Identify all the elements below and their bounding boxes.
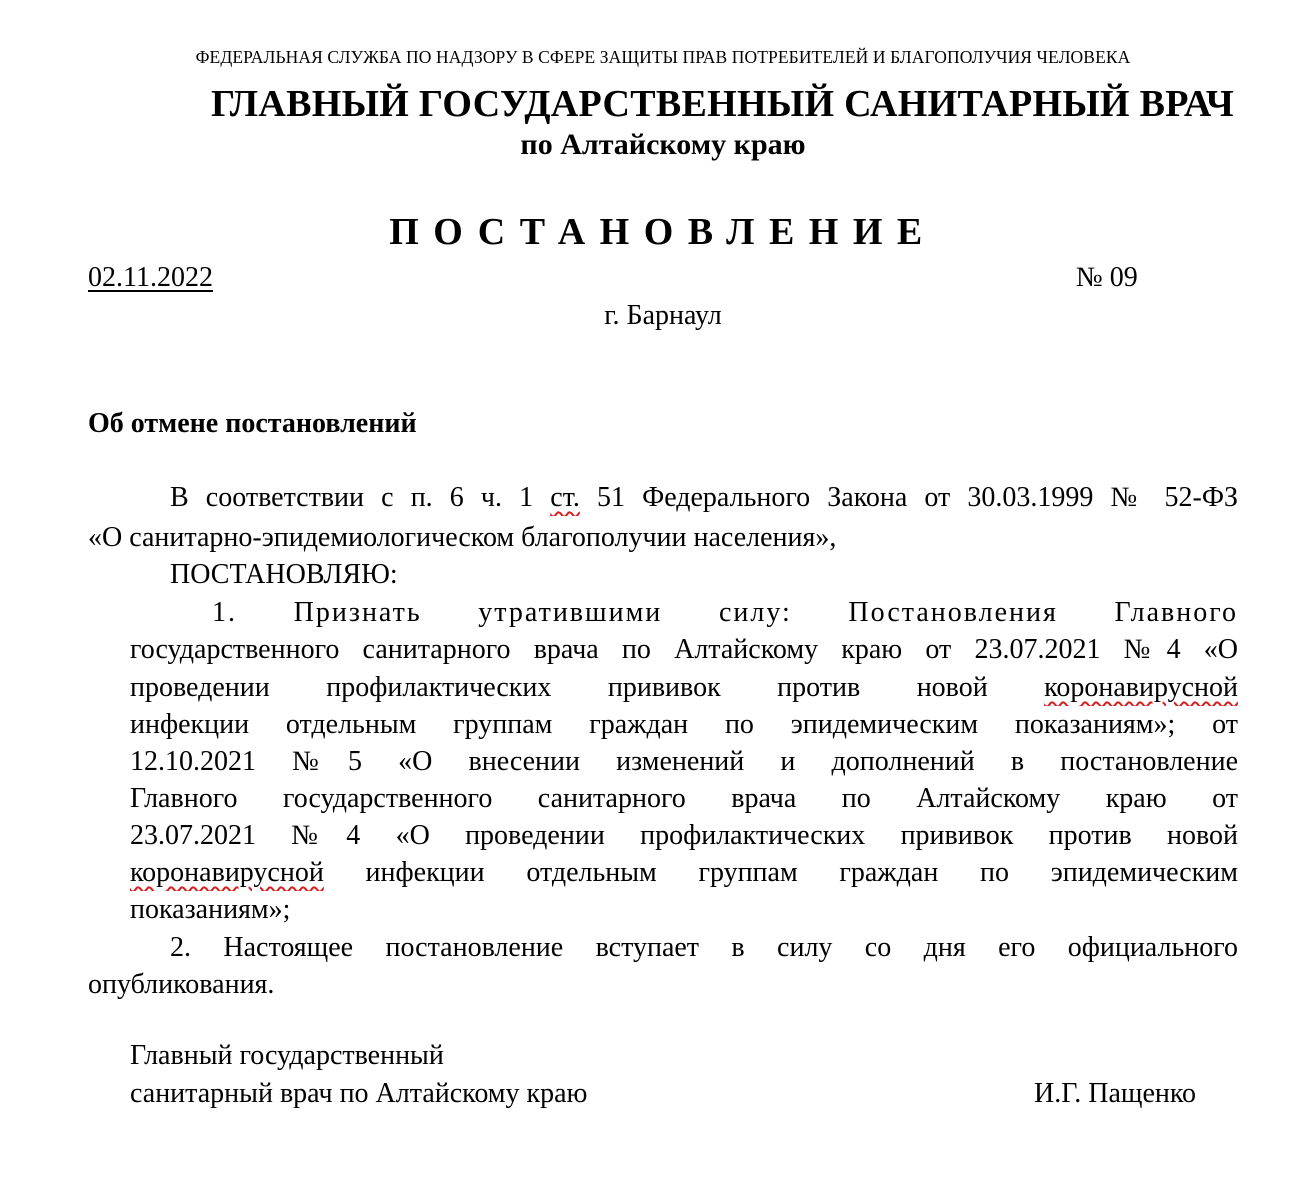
resolve-word: ПОСТАНОВЛЯЮ: — [170, 559, 398, 590]
spellcheck-word: коронавирусной — [1044, 672, 1238, 703]
item-1-line: показаниям»; — [130, 894, 291, 925]
officer-title: ГЛАВНЫЙ ГОСУДАРСТВЕННЫЙ САНИТАРНЫЙ ВРАЧ — [211, 83, 1235, 125]
signature-title: Главный государственный — [130, 1040, 444, 1071]
item-2-line: 2. Настоящее постановление вступает в силу со дня его официального — [170, 932, 1238, 963]
text-segment: В соответствии с п. 6 ч. 1 — [170, 482, 551, 513]
paragraph-line: «О санитарно-эпидемиологическом благополучии населения», — [88, 522, 837, 553]
text-segment: инфекции отдельным группам граждан по эпидемическим — [323, 857, 1238, 888]
signature-title: санитарный врач по Алтайскому краю — [130, 1078, 588, 1109]
agency-name: ФЕДЕРАЛЬНАЯ СЛУЖБА ПО НАДЗОРУ В СФЕРЕ ЗАЩИТЫ ПРАВ ПОТРЕБИТЕЛЕЙ И БЛАГОПОЛУЧИЯ ЧЕЛОВЕКА — [195, 47, 1131, 67]
spellcheck-word: ст. — [550, 482, 580, 513]
text-segment: 51 Федерального Закона от 30.03.1999 № 52-ФЗ — [579, 482, 1238, 513]
document-city: г. Барнаул — [604, 300, 722, 331]
item-1-line: государственного санитарного врача по Алтайскому краю от 23.07.2021 №4 «О — [130, 634, 1238, 665]
item-1-line: 1. Признать утратившими силу: Постановления Главного — [212, 597, 1238, 628]
item-2-line: опубликования. — [88, 969, 275, 1000]
region-line: по Алтайскому краю — [520, 128, 806, 161]
spellcheck-word: коронавирусной — [130, 857, 324, 888]
item-1-line: инфекции отдельным группам граждан по эпидемическим показаниям»; от — [130, 709, 1238, 740]
paragraph-line — [170, 480, 1238, 516]
document-subject: Об отмене постановлений — [88, 408, 417, 439]
item-1-line: Главного государственного санитарного врача по Алтайскому краю от — [130, 783, 1238, 814]
document-type: ПОСТАНОВЛЕНИЕ — [389, 211, 937, 253]
signature-name: И.Г. Пащенко — [1034, 1078, 1197, 1109]
document-number: № 09 — [1076, 262, 1138, 293]
item-1-line: 23.07.2021 №4 «О проведении профилактических прививок против новой — [130, 820, 1238, 851]
text-segment: проведении профилактических прививок против новой — [130, 672, 1045, 703]
document-date: 02.11.2022 — [88, 262, 213, 293]
item-1-line: 12.10.2021 №5 «О внесении изменений и дополнений в постановление — [130, 746, 1238, 777]
item-1-line — [130, 855, 1238, 891]
item-1-line — [130, 670, 1238, 706]
